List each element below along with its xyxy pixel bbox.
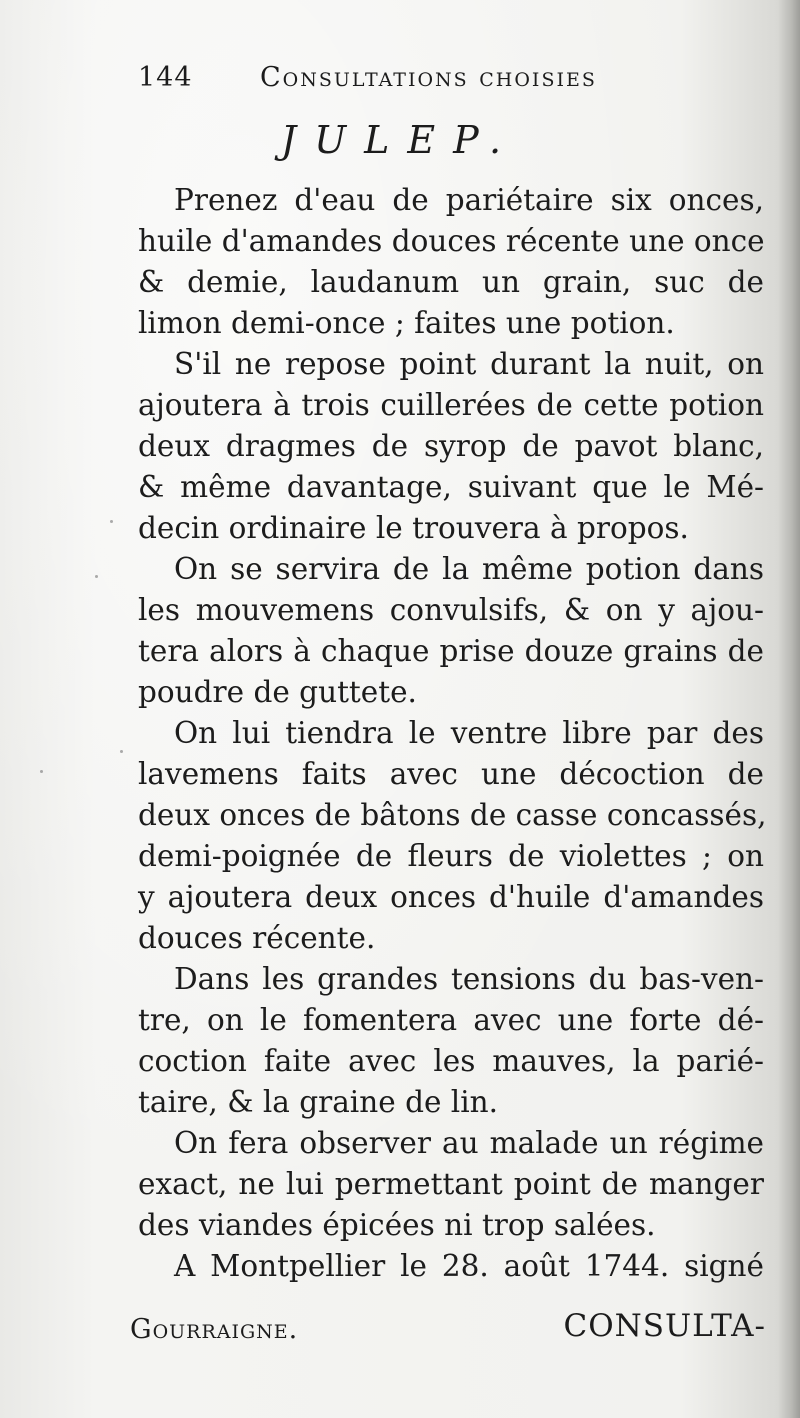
ink-speck [110,520,113,523]
signatory-name: Gourraigne. [130,1314,299,1345]
text-line: On fera observer au malade un régime [174,1126,764,1160]
section-title: JULEP. [280,118,520,162]
page-edge-shadow [778,0,800,1418]
text-line: des viandes épicées ni trop salées. [138,1208,656,1242]
text-line: deux onces de bâtons de casse concassés, [138,798,767,832]
text-line: Dans les grandes tensions du bas-ven- [174,962,764,996]
text-line: coction faite avec les mauves, la parié- [138,1044,764,1078]
text-line: limon demi-once ; faites une potion. [138,306,675,340]
text-line: taire, & la graine de lin. [138,1085,499,1119]
text-line: les mouvemens convulsifs, & on y ajou- [138,593,764,627]
text-line: tre, on le fomentera avec une forte dé- [138,1003,764,1037]
page-number: 144 [138,62,193,93]
ink-speck [95,575,98,578]
text-line: & même davantage, suivant que le Mé- [138,470,764,504]
text-line: deux dragmes de syrop de pavot blanc, [138,429,764,463]
text-line: Prenez d'eau de pariétaire six onces, [174,183,764,217]
text-line: demi-poignée de fleurs de violettes ; on [138,839,764,873]
text-line: y ajoutera deux onces d'huile d'amandes [138,880,764,914]
running-head: Consultations choisies [260,62,597,93]
text-line: lavemens faits avec une décoction de [138,757,764,791]
catchword: CONSULTA- [563,1308,766,1344]
page-header [138,58,668,102]
page-footer [130,1308,766,1352]
text-line: douces récente. [138,921,376,955]
body-text [138,180,767,1287]
text-line: ajoutera à trois cuillerées de cette potion [138,388,764,422]
text-line: On lui tiendra le ventre libre par des [174,716,764,750]
text-line: & demie, laudanum un grain, suc de [138,265,764,299]
text-line: On se servira de la même potion dans [174,552,764,586]
ink-speck [40,770,43,773]
text-line: tera alors à chaque prise douze grains de [138,634,764,668]
ink-speck [120,750,123,753]
text-line: exact, ne lui permettant point de manger [138,1167,764,1201]
text-line: A Montpellier le 28. août 1744. signé [174,1249,764,1283]
text-line: huile d'amandes douces récente une once [138,224,765,258]
text-line: poudre de guttete. [138,675,417,709]
text-line: S'il ne repose point durant la nuit, on [174,347,764,381]
text-line: decin ordinaire le trouvera à propos. [138,511,689,545]
